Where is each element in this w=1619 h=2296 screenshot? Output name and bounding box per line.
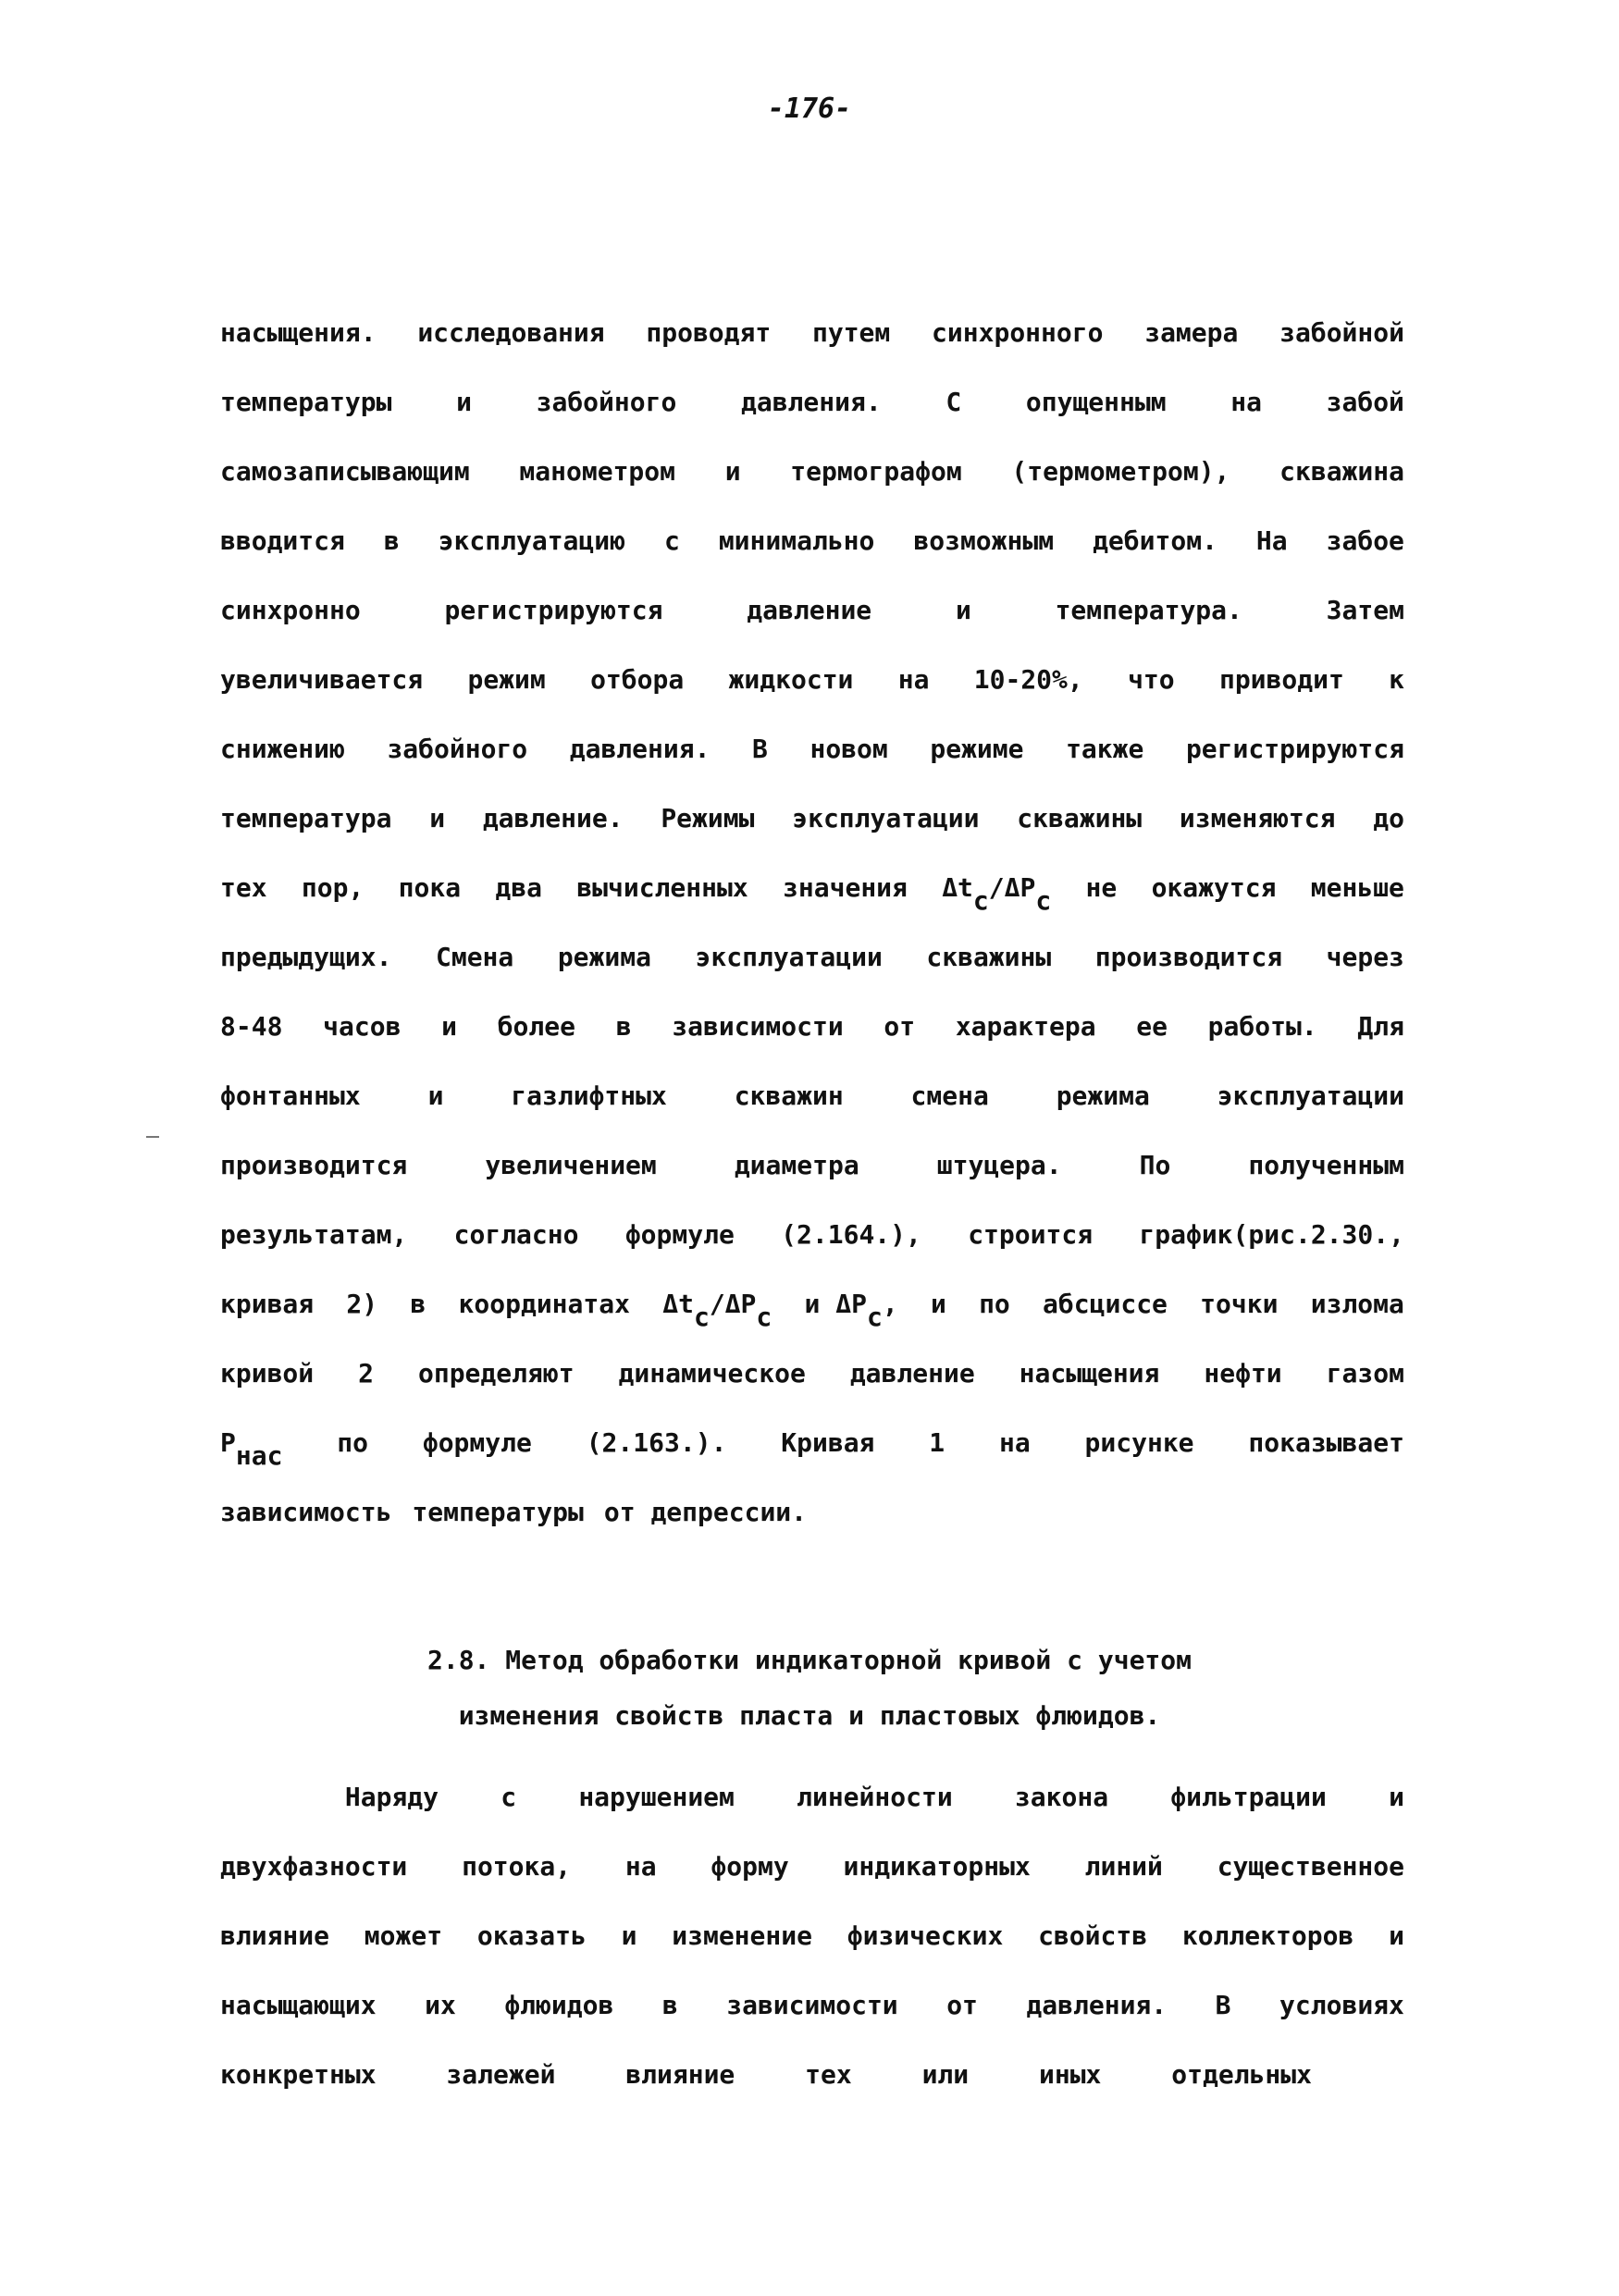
word: увеличивается bbox=[220, 664, 424, 695]
word: Δtc/ΔPc bbox=[942, 872, 1052, 916]
word: полученным bbox=[1248, 1150, 1404, 1180]
word: увеличением bbox=[485, 1150, 657, 1180]
word: 2 bbox=[358, 1358, 374, 1389]
word: более bbox=[497, 1011, 575, 1042]
text-line bbox=[220, 1130, 1404, 1200]
word: 10-20%, bbox=[973, 664, 1083, 695]
word: диаметра bbox=[734, 1150, 859, 1180]
text-line bbox=[220, 1061, 1404, 1130]
word: скважин bbox=[734, 1080, 844, 1111]
word: залежей bbox=[446, 2059, 556, 2090]
text-line-last bbox=[220, 1477, 1404, 1547]
text-line bbox=[220, 1970, 1404, 2040]
word: эксплуатации bbox=[695, 942, 883, 972]
word: до bbox=[1373, 803, 1404, 833]
word: может bbox=[364, 1920, 443, 1951]
word: Кривая bbox=[781, 1427, 875, 1458]
word: и bbox=[427, 1080, 444, 1111]
word: Смена bbox=[435, 942, 514, 972]
word: возможным bbox=[913, 525, 1055, 556]
word: дебитом. bbox=[1093, 525, 1217, 556]
word: или bbox=[921, 2059, 970, 2090]
word: согласно bbox=[453, 1219, 579, 1250]
word: режима bbox=[1056, 1080, 1150, 1111]
word: В bbox=[752, 734, 768, 764]
word: меньше bbox=[1310, 872, 1404, 903]
word: два bbox=[495, 872, 542, 903]
word: работы. bbox=[1207, 1011, 1317, 1042]
word: нарушением bbox=[578, 1782, 735, 1812]
word: линий bbox=[1084, 1851, 1163, 1882]
word: от bbox=[884, 1011, 916, 1042]
word: снижению bbox=[220, 734, 345, 764]
word: давление bbox=[849, 1358, 975, 1389]
word: ее bbox=[1136, 1011, 1168, 1042]
word: отбора bbox=[590, 664, 685, 695]
word: характера bbox=[955, 1011, 1096, 1042]
word: часов bbox=[323, 1011, 402, 1042]
word: производится bbox=[220, 1150, 408, 1180]
word: насыщения. bbox=[220, 317, 377, 348]
word: существенное bbox=[1217, 1851, 1404, 1882]
word: потока, bbox=[462, 1851, 572, 1882]
word: жидкости bbox=[728, 664, 854, 695]
word: линейности bbox=[797, 1782, 953, 1812]
word: физических bbox=[847, 1920, 1004, 1951]
word: температуры bbox=[220, 387, 392, 417]
word: флюидов bbox=[504, 1990, 614, 2020]
word: температура. bbox=[1055, 595, 1242, 625]
word: регистрируются bbox=[444, 595, 663, 625]
word: на bbox=[897, 664, 930, 695]
word: новом bbox=[810, 734, 888, 764]
word: замера bbox=[1144, 317, 1239, 348]
word: насыщения bbox=[1019, 1358, 1160, 1389]
word: пока bbox=[398, 872, 462, 903]
text-line bbox=[220, 1408, 1404, 1477]
word: фильтрации bbox=[1170, 1782, 1327, 1812]
word: на bbox=[998, 1427, 1031, 1458]
word: отдельных bbox=[1171, 2059, 1312, 2090]
section-heading-line-1: 2.8. Метод обработки индикаторной кривой с учетом bbox=[426, 1645, 1192, 1675]
word: от депрессии. bbox=[603, 1497, 808, 1527]
word: на bbox=[1230, 387, 1262, 417]
word: По bbox=[1139, 1150, 1171, 1180]
text-line bbox=[220, 298, 1404, 367]
word: не bbox=[1085, 872, 1118, 903]
word: синхронно bbox=[220, 595, 361, 625]
word: приводит bbox=[1218, 664, 1344, 695]
word: оказать bbox=[476, 1920, 587, 1951]
word: результатам, bbox=[220, 1219, 408, 1250]
word: с bbox=[501, 1782, 517, 1812]
word: насыщающих bbox=[220, 1990, 377, 2020]
word: и ΔPc, bbox=[804, 1289, 898, 1332]
word: Режимы bbox=[661, 803, 755, 833]
text-line bbox=[220, 784, 1404, 853]
word: свойств bbox=[1038, 1920, 1148, 1951]
word: предыдущих. bbox=[220, 942, 392, 972]
word: штуцера. bbox=[936, 1150, 1062, 1180]
word: и bbox=[456, 387, 472, 417]
word: давление. bbox=[482, 803, 624, 833]
word: эксплуатацию bbox=[438, 525, 625, 556]
word: смена bbox=[910, 1080, 989, 1111]
word: координатах bbox=[458, 1289, 630, 1319]
word: фонтанных bbox=[220, 1080, 361, 1111]
text-line bbox=[220, 714, 1404, 784]
word: С bbox=[945, 387, 962, 417]
word: формуле bbox=[422, 1427, 532, 1458]
word: регистрируются bbox=[1185, 734, 1404, 764]
word: их bbox=[425, 1990, 456, 2020]
word: в bbox=[661, 1990, 678, 2020]
word: тех bbox=[805, 2059, 852, 2090]
word: (термометром), bbox=[1011, 456, 1230, 487]
text-line bbox=[220, 367, 1404, 437]
page-number: -176- bbox=[767, 93, 852, 125]
word: определяют bbox=[417, 1358, 575, 1389]
word: и bbox=[621, 1920, 637, 1951]
word: эксплуатации bbox=[792, 803, 980, 833]
word: влияние bbox=[625, 2059, 735, 2090]
word: самозаписывающим bbox=[220, 456, 470, 487]
word: значения bbox=[783, 872, 908, 903]
word: манометром bbox=[519, 456, 675, 487]
word: термографом bbox=[790, 456, 962, 487]
text-line bbox=[220, 1269, 1404, 1339]
word: по bbox=[979, 1289, 1010, 1319]
word: скважины bbox=[1017, 803, 1143, 833]
word: вычисленных bbox=[576, 872, 748, 903]
word: кривой bbox=[220, 1358, 315, 1389]
word: строится bbox=[968, 1219, 1094, 1250]
word: и bbox=[1389, 1782, 1404, 1812]
word: скважины bbox=[926, 942, 1052, 972]
word: 1 bbox=[929, 1427, 945, 1458]
word: и bbox=[441, 1011, 457, 1042]
word: давления. bbox=[1026, 1990, 1168, 2020]
word: забойного bbox=[387, 734, 528, 764]
word: минимально bbox=[718, 525, 875, 556]
word: конкретных bbox=[220, 2059, 377, 2090]
word: через bbox=[1326, 942, 1404, 972]
word: также bbox=[1066, 734, 1144, 764]
word: исследования bbox=[417, 317, 605, 348]
word: и bbox=[930, 1289, 946, 1319]
word: эксплуатации bbox=[1217, 1080, 1404, 1111]
section-heading-line-2: изменения свойств пласта и пластовых флюидов. bbox=[458, 1700, 1161, 1731]
word: Pнас bbox=[220, 1427, 283, 1471]
word: температура bbox=[220, 803, 392, 833]
word: форму bbox=[711, 1851, 789, 1882]
text-line bbox=[220, 575, 1404, 645]
word: Затем bbox=[1326, 595, 1404, 625]
word: 2) bbox=[346, 1289, 378, 1319]
word: в bbox=[410, 1289, 426, 1319]
word: изменение bbox=[672, 1920, 812, 1951]
word: 8-48 bbox=[220, 1011, 283, 1042]
text-line bbox=[220, 2040, 1312, 2109]
word: зависимости bbox=[726, 1990, 898, 2020]
text-line bbox=[220, 1762, 1404, 1832]
word: от bbox=[946, 1990, 978, 2020]
word: излома bbox=[1310, 1289, 1404, 1319]
word: закона bbox=[1014, 1782, 1109, 1812]
word: что bbox=[1128, 664, 1175, 695]
word: скважина bbox=[1279, 456, 1404, 487]
word: давление bbox=[747, 595, 872, 625]
word: и bbox=[1389, 1920, 1404, 1951]
word: показывает bbox=[1248, 1427, 1404, 1458]
word: забойной bbox=[1279, 317, 1404, 348]
word: зависимость bbox=[220, 1497, 392, 1527]
word: график(рис.2.30., bbox=[1139, 1219, 1404, 1250]
word: газлифтных bbox=[511, 1080, 667, 1111]
word: влияние bbox=[220, 1920, 330, 1951]
word: по bbox=[337, 1427, 368, 1458]
word: В bbox=[1215, 1990, 1231, 2020]
word: иных bbox=[1038, 2059, 1102, 2090]
word: Δtc/ΔPc bbox=[662, 1289, 772, 1332]
word: режиме bbox=[930, 734, 1024, 764]
paragraph-measurement-procedure bbox=[220, 298, 1404, 1547]
word: Наряду bbox=[220, 1782, 439, 1812]
text-line bbox=[220, 437, 1404, 506]
word: режим bbox=[467, 664, 546, 695]
word: индикаторных bbox=[843, 1851, 1031, 1882]
text-line bbox=[220, 1200, 1404, 1269]
word: на bbox=[624, 1851, 657, 1882]
word: температуры bbox=[412, 1497, 584, 1527]
word: в bbox=[383, 525, 400, 556]
word: в bbox=[615, 1011, 632, 1042]
word: На bbox=[1255, 525, 1288, 556]
word: с bbox=[663, 525, 680, 556]
word: (2.163.). bbox=[586, 1427, 727, 1458]
text-line bbox=[220, 1901, 1404, 1970]
text-line bbox=[220, 992, 1404, 1061]
word: путем bbox=[811, 317, 891, 348]
word: зависимости bbox=[672, 1011, 844, 1042]
word: синхронного bbox=[932, 317, 1104, 348]
word: динамическое bbox=[618, 1358, 806, 1389]
section-heading bbox=[0, 1633, 1619, 1744]
word: вводится bbox=[220, 525, 345, 556]
word: давления. bbox=[740, 387, 882, 417]
word: и bbox=[429, 803, 446, 833]
text-line bbox=[220, 1832, 1404, 1901]
word: коллекторов bbox=[1181, 1920, 1354, 1951]
word: (2.164.), bbox=[781, 1219, 921, 1250]
word: и bbox=[955, 595, 971, 625]
text-line bbox=[220, 645, 1404, 714]
word: производится bbox=[1094, 942, 1283, 972]
word: точки bbox=[1200, 1289, 1279, 1319]
word: забое bbox=[1326, 525, 1404, 556]
word: газом bbox=[1326, 1358, 1404, 1389]
word: условиях bbox=[1279, 1990, 1404, 2020]
word: рисунке bbox=[1084, 1427, 1194, 1458]
word: к bbox=[1389, 664, 1404, 695]
word: тех bbox=[220, 872, 267, 903]
paragraph-fluid-properties bbox=[220, 1762, 1404, 2109]
word: формуле bbox=[624, 1219, 735, 1250]
word: Для bbox=[1357, 1011, 1404, 1042]
word: и bbox=[724, 456, 741, 487]
word: режима bbox=[557, 942, 651, 972]
word: давления. bbox=[569, 734, 711, 764]
word: окажутся bbox=[1151, 872, 1277, 903]
text-line bbox=[220, 1339, 1404, 1408]
text-line bbox=[220, 922, 1404, 992]
text-line bbox=[220, 506, 1404, 575]
word: нефти bbox=[1204, 1358, 1282, 1389]
word: двухфазности bbox=[220, 1851, 408, 1882]
word: забой bbox=[1326, 387, 1404, 417]
word: изменяются bbox=[1179, 803, 1336, 833]
word: абсциссе bbox=[1043, 1289, 1168, 1319]
word: забойного bbox=[536, 387, 677, 417]
text-line bbox=[220, 853, 1404, 922]
word: проводят bbox=[646, 317, 772, 348]
margin-mark bbox=[146, 1136, 159, 1138]
word: опущенным bbox=[1025, 387, 1167, 417]
word: кривая bbox=[220, 1289, 315, 1319]
word: пор, bbox=[301, 872, 365, 903]
